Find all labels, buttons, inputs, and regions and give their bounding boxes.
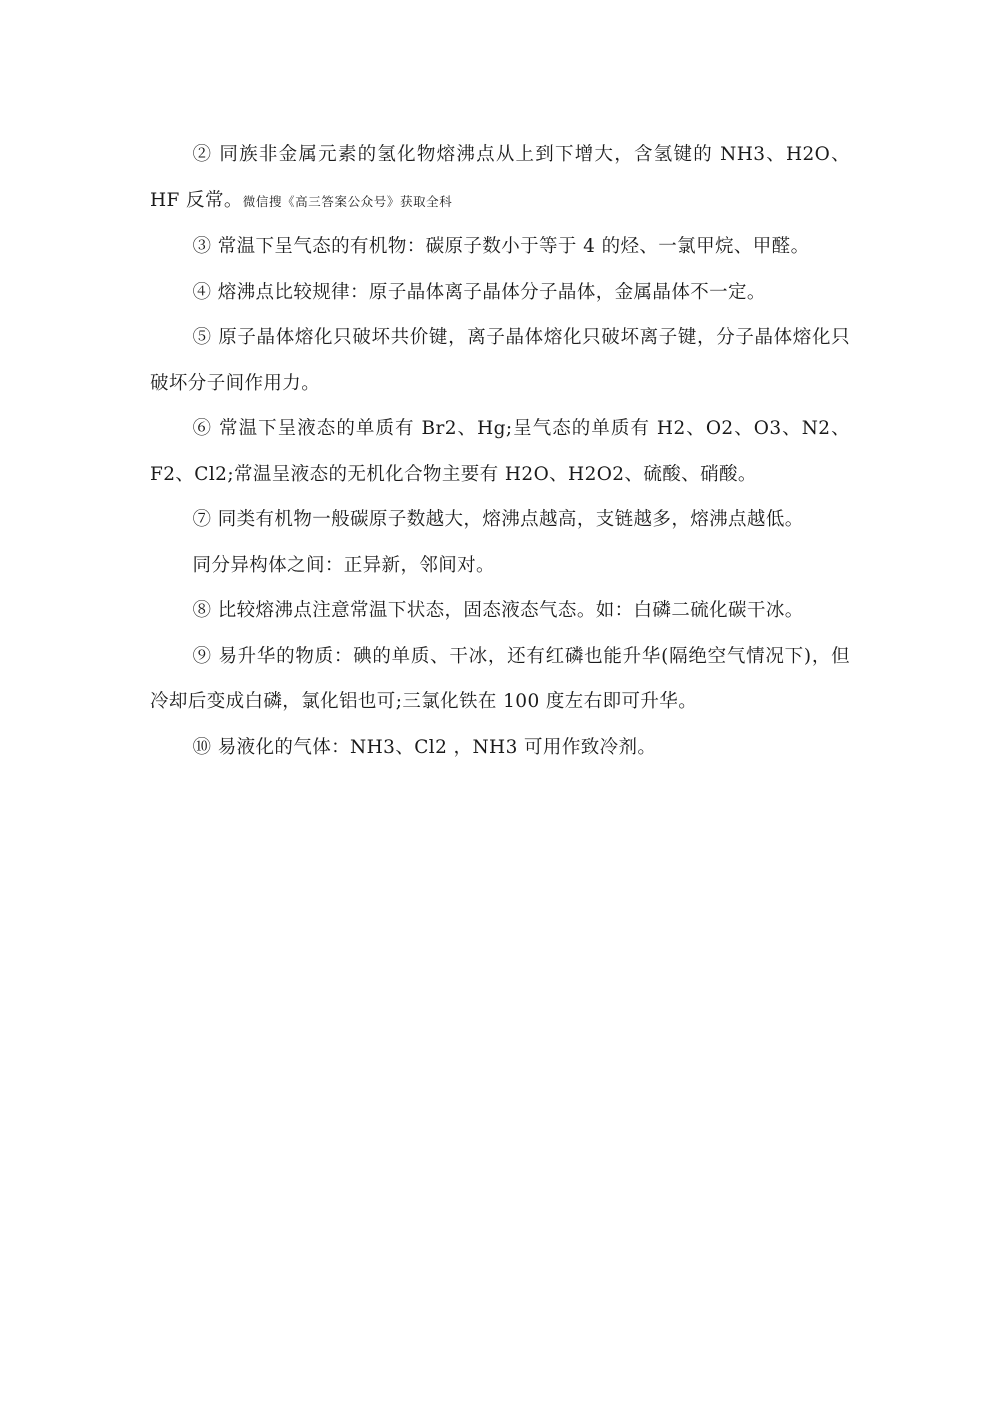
list-marker: ⑨ bbox=[192, 645, 212, 667]
watermark-note: 微信搜《高三答案公众号》获取全科 bbox=[242, 193, 453, 209]
paragraph-text: 熔沸点比较规律：原子晶体离子晶体分子晶体，金属晶体不一定。 bbox=[217, 281, 766, 303]
paragraph-3 bbox=[150, 224, 850, 270]
paragraph-text: 比较熔沸点注意常温下状态，固态液态气态。如：白磷二硫化碳干冰。 bbox=[217, 600, 804, 621]
list-marker: ⑩ bbox=[192, 736, 212, 758]
paragraph-text: 常温下呈液态的单质有 Br2、Hg;呈气态的单质有 H2、O2、O3、N2、F2、Cl2;常温呈液态的无机化合物主要有 H2O、H2O2、硫酸、硝酸。 bbox=[150, 418, 851, 485]
paragraph-9 bbox=[150, 634, 850, 725]
paragraph-5 bbox=[150, 315, 850, 406]
paragraph-text: 易液化的气体：NH3、Cl2 ，NH3 可用作致冷剂。 bbox=[217, 736, 657, 758]
paragraph-10 bbox=[150, 725, 850, 771]
list-marker: ② bbox=[192, 144, 213, 165]
paragraph-7 bbox=[150, 497, 850, 543]
paragraph-4 bbox=[150, 270, 850, 316]
document-body bbox=[150, 132, 850, 770]
list-marker: ⑧ bbox=[192, 600, 212, 621]
paragraph-8 bbox=[150, 588, 850, 634]
paragraph-text: 同类有机物一般碳原子数越大，熔沸点越高，支链越多，熔沸点越低。 bbox=[217, 509, 804, 530]
paragraph-7-continued bbox=[150, 543, 850, 589]
list-marker: ⑥ bbox=[192, 418, 213, 439]
paragraph-text: 常温下呈气态的有机物：碳原子数小于等于 4 的烃、一氯甲烷、甲醛。 bbox=[217, 236, 810, 257]
paragraph-text: 易升华的物质：碘的单质、干冰，还有红磷也能升华(隔绝空气情况下)，但冷却后变成白磷，氯化铝也可;三氯化铁在 100 度左右即可升华。 bbox=[150, 645, 850, 712]
paragraph-2 bbox=[150, 132, 850, 224]
paragraph-text: 同族非金属元素的氢化物熔沸点从上到下增大，含氢键的 NH3、H2O、HF 反常。 bbox=[150, 144, 850, 211]
list-marker: ⑤ bbox=[192, 327, 212, 348]
list-marker: ⑦ bbox=[192, 509, 212, 530]
paragraph-6 bbox=[150, 406, 850, 497]
paragraph-text: 原子晶体熔化只破坏共价键，离子晶体熔化只破坏离子键，分子晶体熔化只破坏分子间作用力。 bbox=[150, 327, 851, 394]
list-marker: ③ bbox=[192, 236, 212, 257]
paragraph-text: 同分异构体之间：正异新，邻间对。 bbox=[192, 554, 495, 576]
list-marker: ④ bbox=[192, 281, 212, 303]
